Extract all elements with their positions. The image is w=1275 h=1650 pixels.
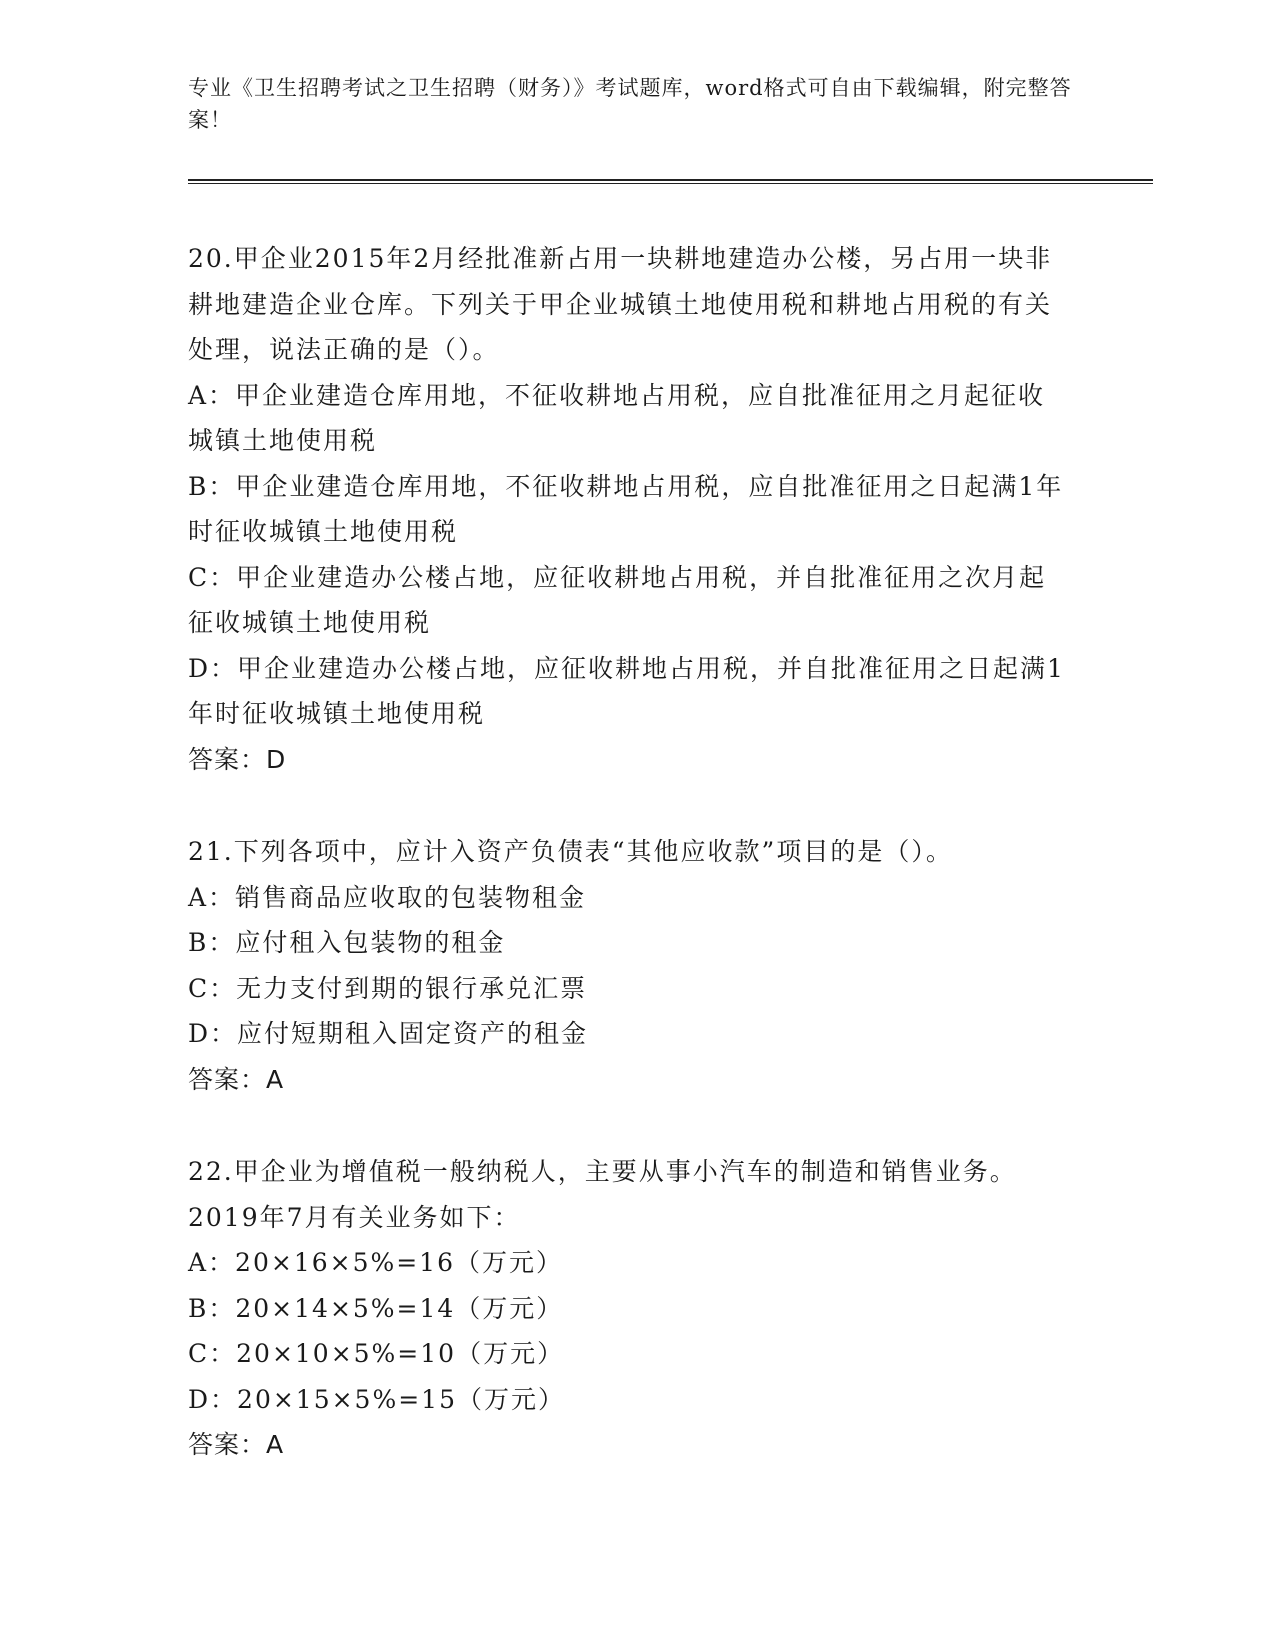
option-d: D：应付短期租入固定资产的租金 <box>188 1019 589 1048</box>
question-20 <box>188 236 1153 782</box>
question-text: 22.甲企业为增值税一般纳税人，主要从事小汽车的制造和销售业务。2019年7月有关业务如下： <box>188 1157 1017 1232</box>
option-c: C：20×10×5%=10（万元） <box>188 1339 565 1368</box>
option-c: C：甲企业建造办公楼占地，应征收耕地占用税，并自批准征用之次月起征收城镇土地使用税 <box>188 562 1047 637</box>
option-a: A：甲企业建造仓库用地，不征收耕地占用税，应自批准征用之月起征收城镇土地使用税 <box>188 380 1046 455</box>
option-d: D：甲企业建造办公楼占地，应征收耕地占用税，并自批准征用之日起满1年时征收城镇土地使用税 <box>188 653 1065 728</box>
option-a: A：销售商品应收取的包装物租金 <box>188 882 587 912</box>
answer-line: 答案：D <box>188 744 287 774</box>
option-c: C：无力支付到期的银行承兑汇票 <box>188 973 588 1003</box>
question-22 <box>188 1149 1153 1468</box>
option-d: D：20×15×5%=15（万元） <box>188 1384 565 1414</box>
question-text: 21.下列各项中，应计入资产负债表“其他应收款”项目的是（）。 <box>188 837 953 866</box>
question-21 <box>188 829 1153 1102</box>
option-b: B：应付租入包装物的租金 <box>188 928 506 957</box>
question-text: 20.甲企业2015年2月经批准新占用一块耕地建造办公楼，另占用一块非耕地建造企业仓库。下列关于甲企业城镇土地使用税和耕地占用税的有关处理，说法正确的是（）。 <box>188 244 1053 364</box>
answer-line: 答案：A <box>188 1430 285 1459</box>
option-b: B：甲企业建造仓库用地，不征收耕地占用税，应自批准征用之日起满1年时征收城镇土地使用税 <box>188 471 1064 546</box>
document-page <box>188 72 1153 1468</box>
option-b: B：20×14×5%=14（万元） <box>188 1293 564 1323</box>
option-a: A：20×16×5%=16（万元） <box>188 1248 563 1277</box>
answer-line: 答案：A <box>188 1064 285 1094</box>
header-divider <box>188 179 1153 184</box>
document-header: 专业《卫生招聘考试之卫生招聘（财务）》考试题库，word格式可自由下载编辑，附完整答案！ <box>188 76 1072 132</box>
